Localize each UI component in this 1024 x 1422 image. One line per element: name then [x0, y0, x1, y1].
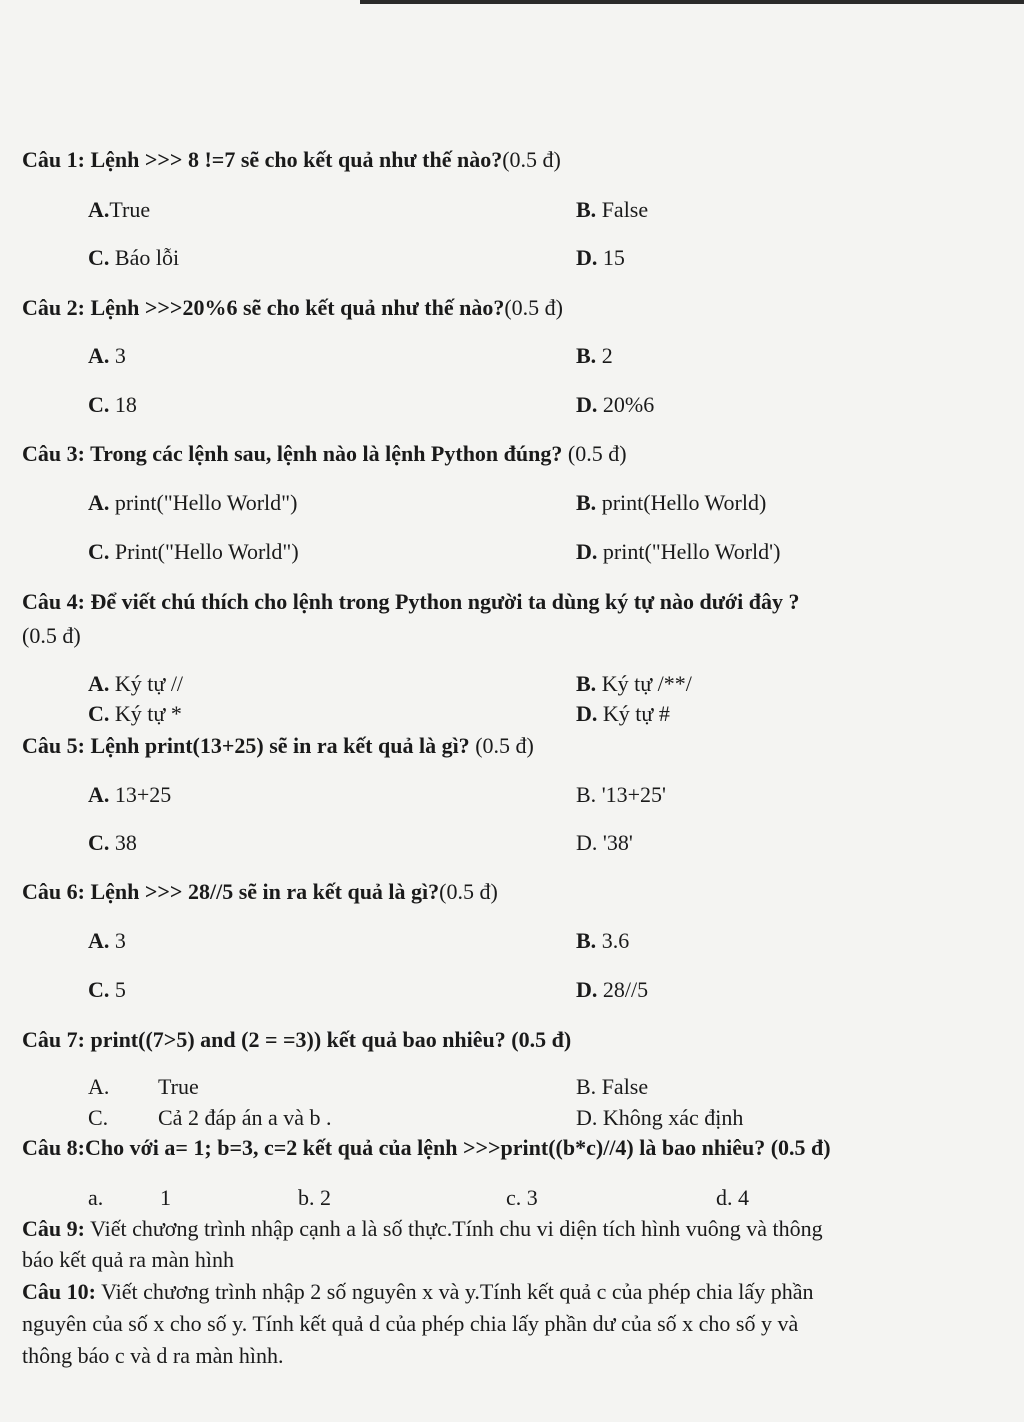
question-label: Câu 1:: [22, 147, 85, 172]
question-text-line-1: Viết chương trình nhập 2 số nguyên x và y.Tính kết quả c của phép chia lấy phần: [101, 1279, 814, 1304]
question-label: Câu 10:: [22, 1279, 96, 1304]
question-points: (0.5 đ): [475, 733, 534, 758]
q2-option-b: B. 2: [576, 343, 613, 368]
q2-option-a: A. 3: [88, 343, 126, 368]
q4-option-c: C. Ký tự *: [88, 701, 182, 726]
question-2: [22, 294, 563, 322]
question-9-line-2: báo kết quả ra màn hình: [22, 1247, 234, 1272]
question-stem: Cho với a= 1; b=3, c=2 kết quả của lệnh >>>print((b*c)//4) là bao nhiêu? (0.5 đ): [84, 1135, 831, 1160]
question-5: [22, 732, 534, 760]
q7-option-c-text: Cả 2 đáp án a và b .: [158, 1105, 332, 1130]
question-stem: Lệnh print(13+25) sẽ in ra kết quả là gì?: [90, 733, 470, 758]
q7-option-d: D. Không xác định: [576, 1105, 744, 1130]
question-10-line-2: nguyên của số x cho số y. Tính kết quả d của phép chia lấy phần dư của số x cho số y và: [22, 1311, 799, 1336]
question-8: [22, 1134, 831, 1162]
q6-option-d: D. 28//5: [576, 977, 649, 1002]
q8-option-a-text: 1: [160, 1185, 171, 1210]
q2-option-c: C. 18: [88, 392, 137, 417]
q4-option-b: B. Ký tự /**/: [576, 671, 692, 696]
question-10-line-3: thông báo c và d ra màn hình.: [22, 1343, 284, 1368]
q4-option-d: D. Ký tự #: [576, 701, 670, 726]
question-1: [22, 146, 561, 174]
question-stem: Lệnh >>> 8 !=7 sẽ cho kết quả như thế nào?: [90, 147, 503, 172]
question-stem: Lệnh >>>20%6 sẽ cho kết quả như thế nào?: [90, 295, 505, 320]
q4-option-a: A. Ký tự //: [88, 671, 184, 696]
q3-option-b: B. print(Hello World): [576, 490, 767, 515]
question-10: [22, 1278, 813, 1306]
top-edge-bar: [360, 0, 1024, 4]
q1-option-c: C. Báo lỗi: [88, 245, 180, 270]
q6-option-b: B. 3.6: [576, 928, 630, 953]
question-label: Câu 2:: [22, 295, 85, 320]
q3-option-d: D. print("Hello World'): [576, 539, 781, 564]
question-label: Câu 3:: [22, 441, 85, 466]
question-points: (0.5 đ): [439, 879, 498, 904]
q3-option-c: C. Print("Hello World"): [88, 539, 299, 564]
q1-option-a: A.True: [88, 197, 151, 222]
question-label: Câu 5:: [22, 733, 85, 758]
question-6: [22, 878, 498, 906]
question-9: [22, 1215, 823, 1243]
q2-option-d: D. 20%6: [576, 392, 655, 417]
q5-option-d: D. '38': [576, 830, 633, 855]
q7-option-a: A.: [88, 1074, 110, 1099]
question-stem: Lệnh >>> 28//5 sẽ in ra kết quả là gì?: [90, 879, 440, 904]
q1-option-d: D. 15: [576, 245, 625, 270]
q5-option-a: A. 13+25: [88, 782, 172, 807]
q1-option-b: B. False: [576, 197, 649, 222]
q8-option-c: c. 3: [506, 1185, 538, 1210]
question-4-points: (0.5 đ): [22, 623, 81, 648]
question-stem: Trong các lệnh sau, lệnh nào là lệnh Python đúng?: [90, 441, 563, 466]
question-points: (0.5 đ): [504, 295, 563, 320]
question-7: [22, 1026, 571, 1054]
question-text-line-1: Viết chương trình nhập cạnh a là số thực.Tính chu vi diện tích hình vuông và thông: [90, 1216, 823, 1241]
question-4: [22, 588, 799, 616]
q7-option-a-text: True: [158, 1074, 199, 1099]
question-label: Câu 9:: [22, 1216, 85, 1241]
q7-option-b: B. False: [576, 1074, 649, 1099]
question-label: Câu 8:: [22, 1135, 85, 1160]
question-label: Câu 4:: [22, 589, 85, 614]
question-points: (0.5 đ): [567, 441, 627, 466]
q5-option-c: C. 38: [88, 830, 137, 855]
question-points: (0.5 đ): [502, 147, 561, 172]
question-3: [22, 440, 627, 468]
q8-option-a: a.: [88, 1185, 104, 1210]
question-stem: print((7>5) and (2 = =3)) kết quả bao nhiêu? (0.5 đ): [90, 1027, 572, 1052]
q5-option-b: B. '13+25': [576, 782, 667, 807]
q6-option-c: C. 5: [88, 977, 126, 1002]
question-stem: Để viết chú thích cho lệnh trong Python người ta dùng ký tự nào dưới đây ?: [90, 589, 800, 614]
q3-option-a: A. print("Hello World"): [88, 490, 298, 515]
q8-option-b: b. 2: [298, 1185, 331, 1210]
question-label: Câu 6:: [22, 879, 85, 904]
q8-option-d: d. 4: [716, 1185, 749, 1210]
q6-option-a: A. 3: [88, 928, 126, 953]
question-label: Câu 7:: [22, 1027, 85, 1052]
q7-option-c: C.: [88, 1105, 109, 1130]
